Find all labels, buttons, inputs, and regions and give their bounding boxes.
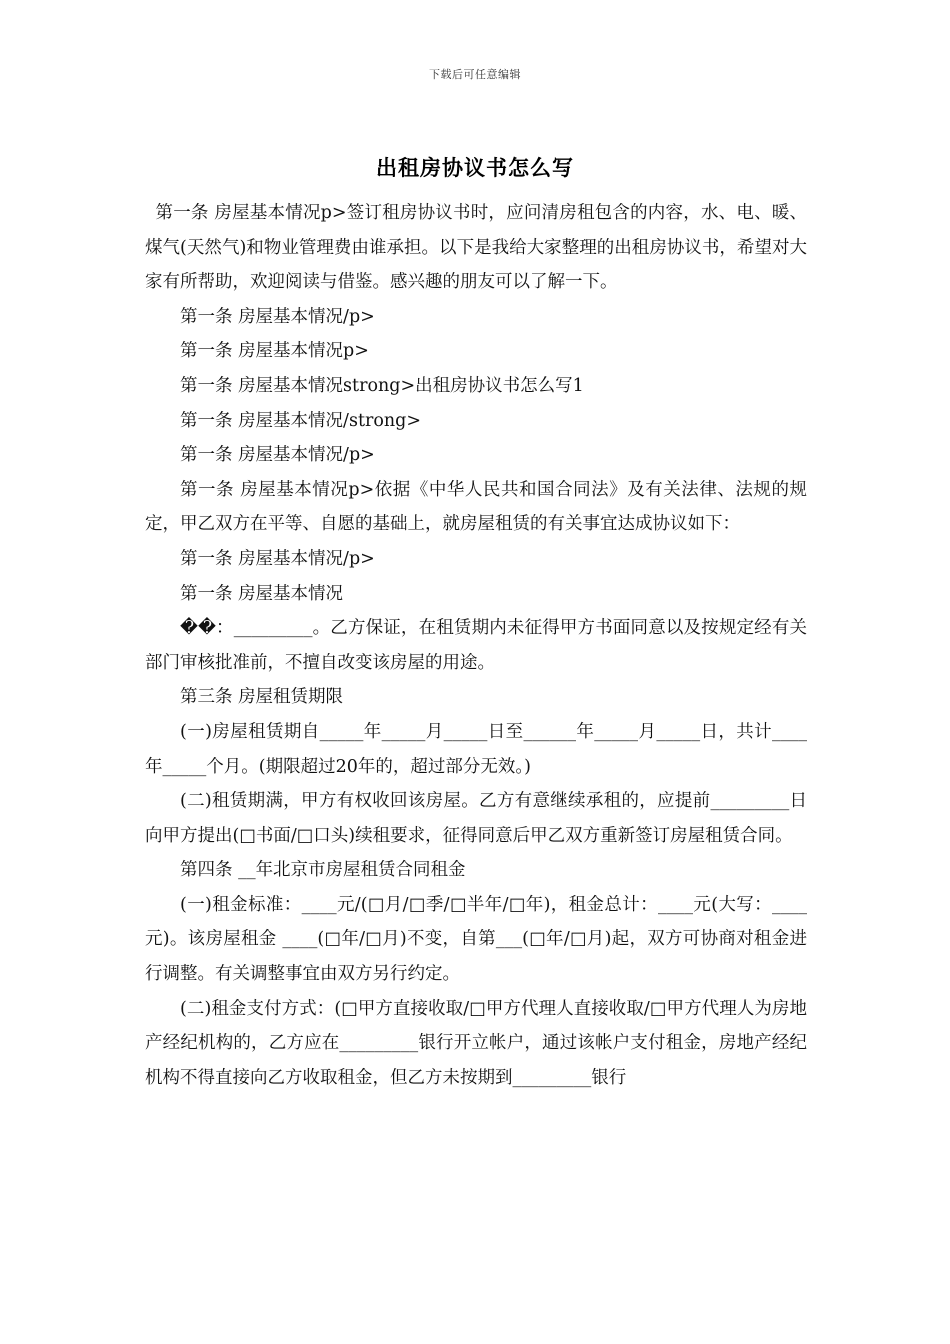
paragraph: (二)租金支付方式：(□甲方直接收取/□甲方代理人直接收取/□甲方代理人为房地产经纪机构的，乙方应在_________银行开立帐户，通过该帐户支付租金，房地产经纪机构不得直接向乙方收取租金，但乙方未按期到_________银行 <box>145 998 807 1088</box>
document-body <box>145 196 807 1095</box>
paragraph: 第一条 房屋基本情况/p> <box>180 306 375 327</box>
paragraph: (二)租赁期满，甲方有权收回该房屋。乙方有意继续承租的，应提前_________日向甲方提出(□书面/□口头)续租要求，征得同意后甲乙双方重新签订房屋租赁合同。 <box>145 791 807 846</box>
paragraph: 第一条 房屋基本情况/strong> <box>180 410 422 431</box>
paragraph: 第一条 房屋基本情况/p> <box>180 548 375 569</box>
paragraph: 第一条 房屋基本情况 <box>180 583 344 604</box>
paragraph: 第一条 房屋基本情况p> <box>180 341 369 362</box>
paragraph: 第一条 房屋基本情况strong>出租房协议书怎么写1 <box>180 375 584 396</box>
page-header-note: 下载后可任意编辑 <box>429 68 521 81</box>
paragraph: 第一条 房屋基本情况p>依据《中华人民共和国合同法》及有关法律、法规的规定，甲乙双方在平等、自愿的基础上，就房屋租赁的有关事宜达成协议如下： <box>145 479 807 535</box>
section-heading: 第四条 __年北京市房屋租赁合同租金 <box>180 860 466 881</box>
section-heading: 第三条 房屋租赁期限 <box>180 687 344 708</box>
paragraph: 第一条 房屋基本情况/p> <box>180 445 375 466</box>
paragraph-intro: 第一条 房屋基本情况p>签订租房协议书时，应问清房租包含的内容，水、电、暖、煤气(天然气)和物业管理费由谁承担。以下是我给大家整理的出租房协议书，希望对大家有所帮助，欢迎阅读与借鉴。感兴趣的朋友可以了解一下。 <box>145 203 807 293</box>
document-title: 出租房协议书怎么写 <box>376 155 574 180</box>
paragraph: (一)房屋租赁期自_____年_____月_____日至______年_____月_____日，共计____年_____个月。(期限超过20年的，超过部分无效。) <box>145 721 807 777</box>
paragraph: (一)租金标准：____元/(□月/□季/□半年/□年)，租金总计：____元(大写：____元)。该房屋租金 ____(□年/□月)不变，自第___(□年/□月)起，双方可协商对租金进行调整。有关调整事宜由双方另行约定。 <box>145 894 807 985</box>
paragraph: ��：_________。乙方保证，在租赁期内未征得甲方书面同意以及按规定经有关部门审核批准前，不擅自改变该房屋的用途。 <box>145 618 807 673</box>
